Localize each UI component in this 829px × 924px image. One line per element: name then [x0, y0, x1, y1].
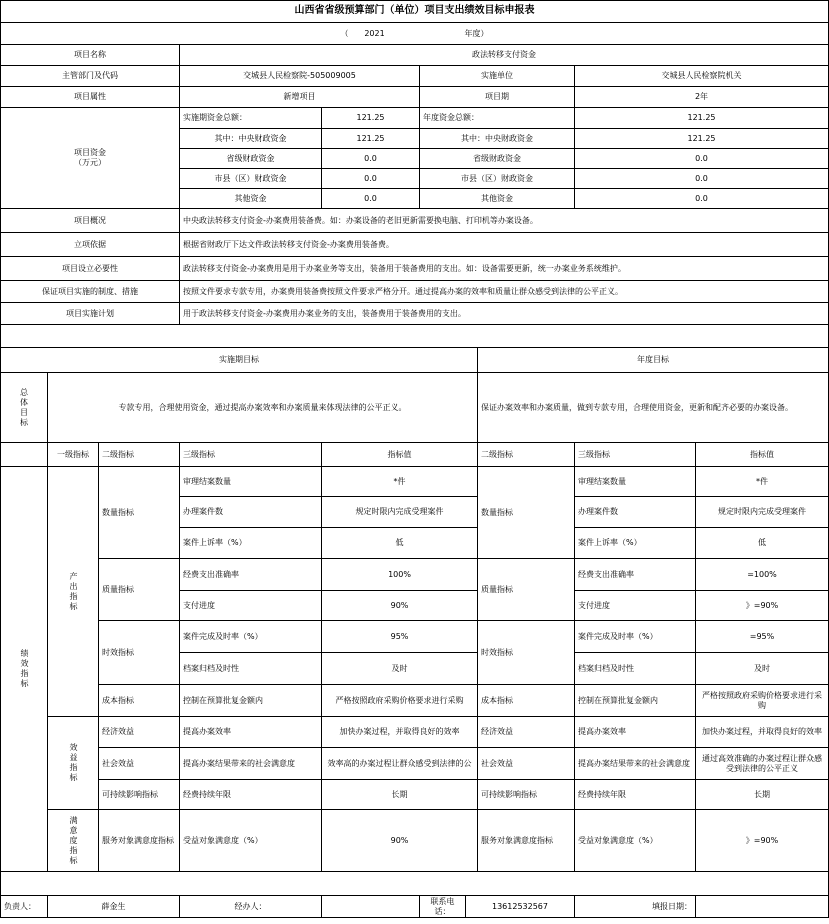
row-1-i3: 办理案件数: [180, 497, 322, 528]
row-5-i3: 案件完成及时率（%）: [180, 621, 322, 653]
row-0-v: *件: [322, 467, 478, 497]
leader-value: 薛金生: [48, 896, 180, 918]
row-7-i3: 控制在预算批复金额内: [180, 685, 322, 717]
phone-value: 13612532567: [466, 896, 575, 918]
row-3-yv: =100%: [696, 559, 829, 591]
impl-label: 实施单位: [420, 66, 575, 87]
dept-value: 交城县人民检察院-505009005: [180, 66, 420, 87]
header-lvl1: 一级指标: [48, 443, 99, 467]
row-1-yi3: 办理案件数: [575, 497, 696, 528]
row-10-yi3: 经费持续年限: [575, 780, 696, 810]
row-9-yv: 通过高效准确的办案过程让群众感受到法律的公平正义: [696, 748, 829, 780]
project-name-label: 项目名称: [0, 45, 180, 66]
header-lvl3b: 三级指标: [575, 443, 696, 467]
funds-other: 0.0: [322, 189, 420, 209]
year-cat-timeliness: 时效指标: [478, 621, 575, 685]
row-6-i3: 档案归档及时性: [180, 653, 322, 685]
funds-city: 0.0: [322, 169, 420, 189]
impl-goal: 专款专用，合理使用资金，通过提高办案效率和办案质量来体现法律的公平正义。: [48, 373, 478, 443]
cat-economic: 经济效益: [99, 717, 180, 748]
row-10-i3: 经费持续年限: [180, 780, 322, 810]
dept-label: 主管部门及代码: [0, 66, 180, 87]
row-9-v: 效率高的办案过程让群众感受到法律的公: [322, 748, 478, 780]
row-5-yv: =95%: [696, 621, 829, 653]
row-1-yv: 规定时限内完成受理案件: [696, 497, 829, 528]
year-funds-city: 0.0: [575, 169, 829, 189]
handler-label: 经办人：: [180, 896, 322, 918]
funds-total: 121.25: [322, 108, 420, 129]
date-value: [696, 896, 829, 918]
row-4-yi3: 支付进度: [575, 591, 696, 621]
row-6-v: 及时: [322, 653, 478, 685]
row-8-v: 加快办案过程，并取得良好的效率: [322, 717, 478, 748]
funds-central-label: 其中：中央财政资金: [180, 129, 322, 149]
perf-label: 绩效指标: [0, 467, 48, 872]
header-lvl2: 二级指标: [99, 443, 180, 467]
row-0-yv: *件: [696, 467, 829, 497]
funds-central: 121.25: [322, 129, 420, 149]
row-8-yv: 加快办案过程，并取得良好的效率: [696, 717, 829, 748]
funds-prov: 0.0: [322, 149, 420, 169]
guarantee: 按照文件要求专款专用，办案费用装备费按照文件要求严格分开。通过提高办案的效率和质量让群众感受到法律的公平正义。: [180, 281, 829, 303]
plan: 用于政法转移支付资金-办案费用办案业务的支出，装备费用于装备费用的支出。: [180, 303, 829, 325]
group-benefit: 效益指标: [48, 717, 99, 810]
header-blank: [0, 443, 48, 467]
guarantee-label: 保证项目实施的制度、措施: [0, 281, 180, 303]
row-4-yv: 》=90%: [696, 591, 829, 621]
row-4-v: 90%: [322, 591, 478, 621]
blank-row-2: [0, 872, 829, 896]
year-row: [0, 23, 829, 45]
header-lvl3: 三级指标: [180, 443, 322, 467]
funds-city-label: 市县（区）财政资金: [180, 169, 322, 189]
basis: 根据省财政厅下达文件政法转移支付资金-办案费用装备费。: [180, 233, 829, 257]
row-7-v: 严格按照政府采购价格要求进行采购: [322, 685, 478, 717]
row-11-i3: 受益对象满意度（%）: [180, 810, 322, 872]
cat-quality: 质量指标: [99, 559, 180, 621]
row-6-yi3: 档案归档及时性: [575, 653, 696, 685]
row-6-yv: 及时: [696, 653, 829, 685]
attr-value: 新增项目: [180, 87, 420, 108]
project-name: 政法转移支付资金: [180, 45, 829, 66]
leader-label: 负责人：: [0, 896, 48, 918]
impl-goal-header: 实施期目标: [0, 348, 478, 373]
year-cat-cost: 成本指标: [478, 685, 575, 717]
row-11-v: 90%: [322, 810, 478, 872]
row-8-yi3: 提高办案效率: [575, 717, 696, 748]
date-label: 填报日期：: [575, 896, 696, 918]
year-funds-total-label: 年度资金总额：: [420, 108, 575, 129]
row-9-yi3: 提高办案结果带来的社会满意度: [575, 748, 696, 780]
funds-label: 项目资金 （万元）: [0, 108, 180, 209]
row-11-yv: 》=90%: [696, 810, 829, 872]
cat-service: 服务对象满意度指标: [99, 810, 180, 872]
row-7-yv: 严格按照政府采购价格要求进行采购: [696, 685, 829, 717]
need: 政法转移支付资金-办案费用是用于办案业务等支出，装备用于装备费用的支出。如：设备需要更新，统一办案业务系统维护。: [180, 257, 829, 281]
year-cat-sustain: 可持续影响指标: [478, 780, 575, 810]
year-funds-central-label: 其中：中央财政资金: [420, 129, 575, 149]
phone-label: 联系电话：: [420, 896, 466, 918]
year-goal: 保证办案效率和办案质量，做到专款专用，合理使用资金，更新和配齐必要的办案设备。: [478, 373, 829, 443]
row-10-yv: 长期: [696, 780, 829, 810]
year-funds-city-label: 市县（区）财政资金: [420, 169, 575, 189]
year-funds-prov-label: 省级财政资金: [420, 149, 575, 169]
row-8-i3: 提高办案效率: [180, 717, 322, 748]
row-5-v: 95%: [322, 621, 478, 653]
cat-timeliness: 时效指标: [99, 621, 180, 685]
row-11-yi3: 受益对象满意度（%）: [575, 810, 696, 872]
year-funds-other: 0.0: [575, 189, 829, 209]
year-cat-quality: 质量指标: [478, 559, 575, 621]
year-funds-total: 121.25: [575, 108, 829, 129]
row-5-yi3: 案件完成及时率（%）: [575, 621, 696, 653]
group-output: 产出指标: [48, 467, 99, 717]
row-2-yi3: 案件上诉率（%）: [575, 528, 696, 559]
cat-sustain: 可持续影响指标: [99, 780, 180, 810]
row-3-yi3: 经费支出准确率: [575, 559, 696, 591]
attr-label: 项目属性: [0, 87, 180, 108]
funds-prov-label: 省级财政资金: [180, 149, 322, 169]
year-cat-economic: 经济效益: [478, 717, 575, 748]
row-3-i3: 经费支出准确率: [180, 559, 322, 591]
handler-value: [322, 896, 420, 918]
overview: 中央政法转移支付资金-办案费用装备费。如：办案设备的老旧更新需要换电脑、打印机等办案设备。: [180, 209, 829, 233]
header-valb: 指标值: [696, 443, 829, 467]
row-0-yi3: 审理结案数量: [575, 467, 696, 497]
cat-cost: 成本指标: [99, 685, 180, 717]
form-title: 山西省省级预算部门（单位）项目支出绩效目标申报表: [0, 0, 829, 23]
blank-row: [0, 325, 829, 348]
row-3-v: 100%: [322, 559, 478, 591]
year-open: （: [340, 28, 349, 38]
year-funds-prov: 0.0: [575, 149, 829, 169]
year-cat-social: 社会效益: [478, 748, 575, 780]
period-label: 项目期: [420, 87, 575, 108]
year-close: 年度）: [464, 28, 489, 38]
year-cat-quantity: 数量指标: [478, 467, 575, 559]
impl-value: 交城县人民检察院机关: [575, 66, 829, 87]
need-label: 项目设立必要性: [0, 257, 180, 281]
cat-quantity: 数量指标: [99, 467, 180, 559]
year-funds-central: 121.25: [575, 129, 829, 149]
basis-label: 立项依据: [0, 233, 180, 257]
header-val: 指标值: [322, 443, 478, 467]
cat-social: 社会效益: [99, 748, 180, 780]
group-satisfaction: 满意度指标: [48, 810, 99, 872]
row-7-yi3: 控制在预算批复金额内: [575, 685, 696, 717]
row-1-v: 规定时限内完成受理案件: [322, 497, 478, 528]
year-value: 2021: [364, 28, 385, 38]
row-2-yv: 低: [696, 528, 829, 559]
funds-other-label: 其他资金: [180, 189, 322, 209]
year-cat-service: 服务对象满意度指标: [478, 810, 575, 872]
row-0-i3: 审理结案数量: [180, 467, 322, 497]
row-2-v: 低: [322, 528, 478, 559]
funds-total-label: 实施期资金总额：: [180, 108, 322, 129]
period-value: 2年: [575, 87, 829, 108]
plan-label: 项目实施计划: [0, 303, 180, 325]
overall-goal-label: 总 体 目 标: [0, 373, 48, 443]
header-lvl2b: 二级指标: [478, 443, 575, 467]
year-goal-header: 年度目标: [478, 348, 829, 373]
row-9-i3: 提高办案结果带来的社会满意度: [180, 748, 322, 780]
overview-label: 项目概况: [0, 209, 180, 233]
year-funds-other-label: 其他资金: [420, 189, 575, 209]
row-10-v: 长期: [322, 780, 478, 810]
row-4-i3: 支付进度: [180, 591, 322, 621]
row-2-i3: 案件上诉率（%）: [180, 528, 322, 559]
